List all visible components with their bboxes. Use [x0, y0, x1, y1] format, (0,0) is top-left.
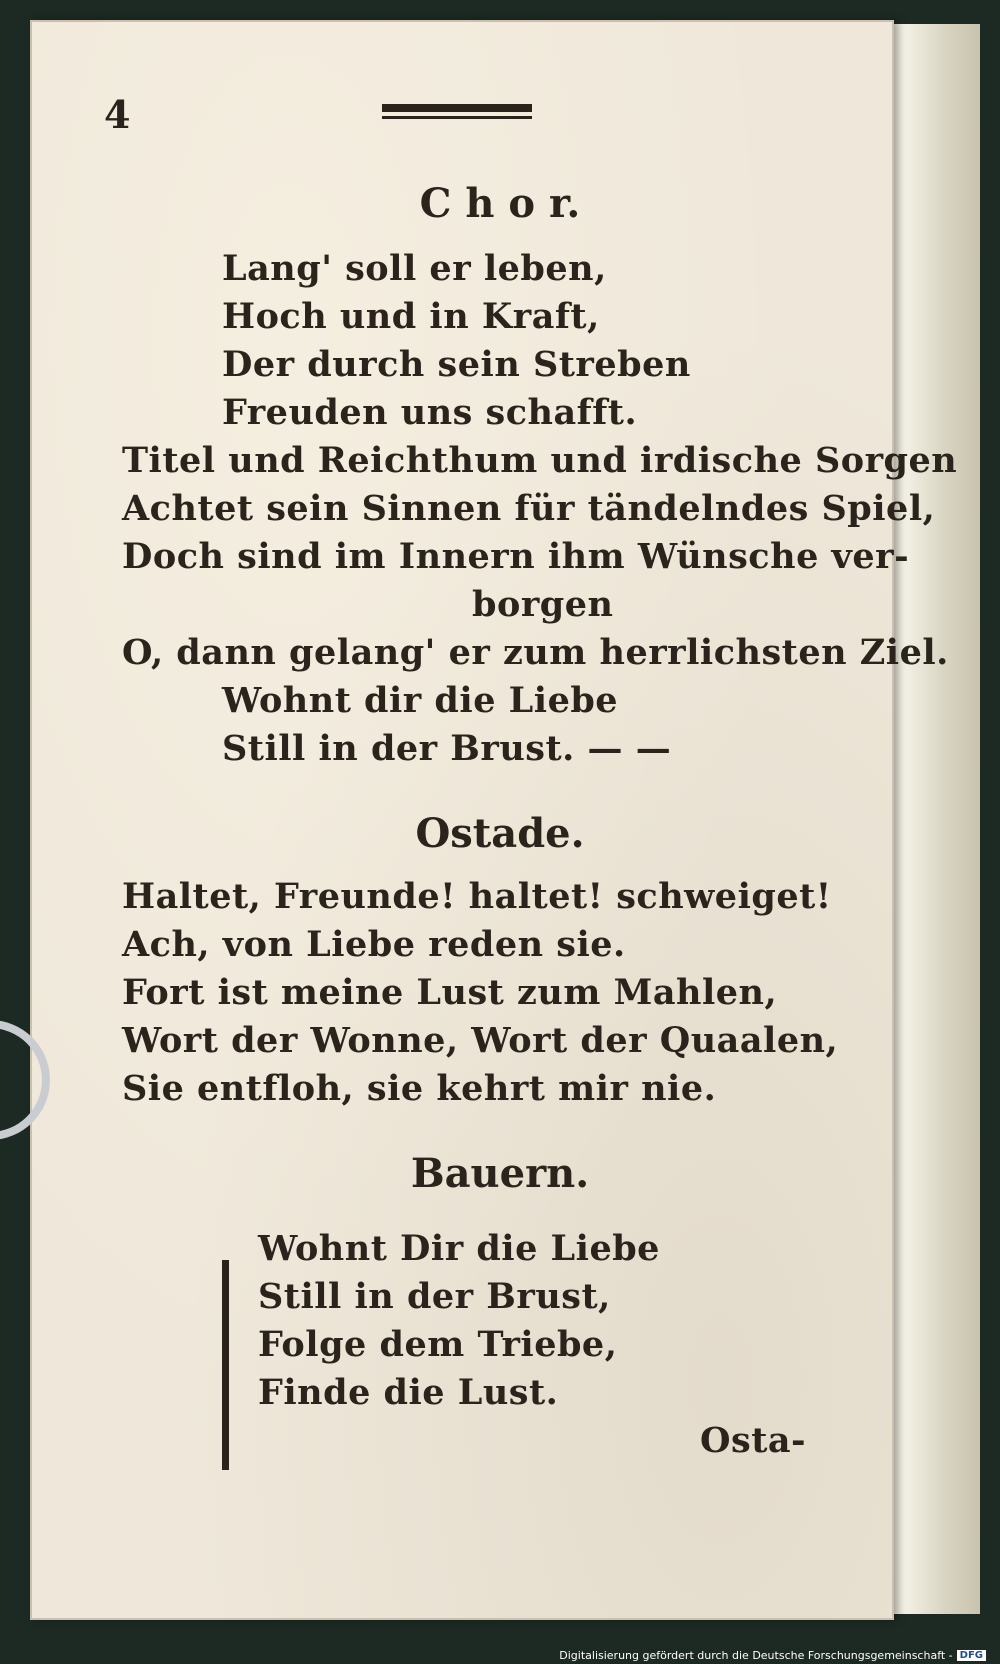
- verse-line: Wort der Wonne, Wort der Quaalen,: [122, 1020, 839, 1061]
- dfg-logo: DFG: [957, 1650, 986, 1661]
- ornamental-rule: [382, 104, 532, 112]
- section-heading-chor: C h o r.: [419, 180, 581, 227]
- catchword: Osta-: [700, 1420, 807, 1461]
- verse-line: Freuden uns schafft.: [222, 392, 638, 433]
- page-number: 4: [104, 92, 131, 137]
- verse-line: Finde die Lust.: [258, 1372, 559, 1413]
- verse-line: Folge dem Triebe,: [258, 1324, 618, 1365]
- verse-line: Wohnt Dir die Liebe: [258, 1228, 660, 1269]
- verse-line: Hoch und in Kraft,: [222, 296, 600, 337]
- section-heading-ostade: Ostade.: [415, 810, 585, 857]
- section-heading-bauern: Bauern.: [410, 1150, 590, 1197]
- footer-text: Digitalisierung gefördert durch die Deutsche Forschungsgemeinschaft -: [559, 1649, 953, 1662]
- verse-line: Still in der Brust. — —: [222, 728, 672, 769]
- verse-line: Haltet, Freunde! haltet! schweiget!: [122, 876, 832, 917]
- digitization-footer: [559, 1649, 986, 1662]
- verse-line: Ach, von Liebe reden sie.: [122, 924, 626, 965]
- bracket-mark: [222, 1260, 229, 1470]
- ornamental-rule-thin: [382, 116, 532, 119]
- verse-line: Still in der Brust,: [258, 1276, 611, 1317]
- verse-line: Titel und Reichthum und irdische Sorgen: [122, 440, 958, 481]
- verse-line: Der durch sein Streben: [222, 344, 691, 385]
- verse-line: Wohnt dir die Liebe: [222, 680, 619, 721]
- verse-line: Achtet sein Sinnen für tändelndes Spiel,: [122, 488, 936, 529]
- verse-line: Fort ist meine Lust zum Mahlen,: [122, 972, 778, 1013]
- verse-line: O, dann gelang' er zum herrlichsten Ziel.: [122, 632, 949, 673]
- verse-line: Sie entfloh, sie kehrt mir nie.: [122, 1068, 717, 1109]
- verse-line: Lang' soll er leben,: [222, 248, 607, 289]
- verse-line: borgen: [472, 584, 614, 625]
- verse-line: Doch sind im Innern ihm Wünsche ver-: [122, 536, 910, 577]
